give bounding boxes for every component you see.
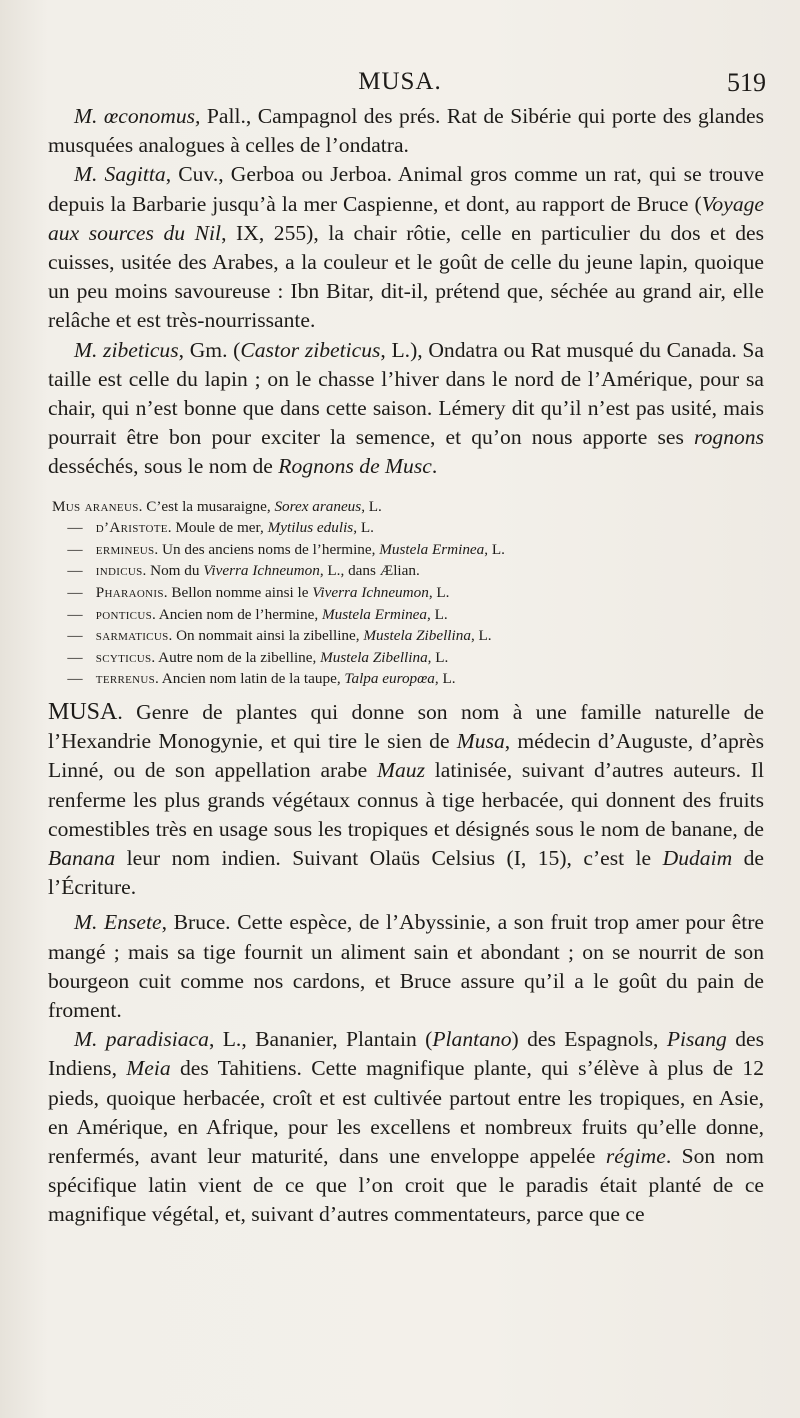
synonym-line: — sarmaticus. On nommait ainsi la zibelline, Mustela Zibellina, L. — [67, 627, 492, 645]
entry-paradisiaca: M. paradisiaca, L., Bananier, Plantain (Plantano) des Espagnols, Pisang des Indiens, Meia des Tahitiens. Cette magnifique plante, qui s’élève à plus de 12 pieds, quoique herbacée, croît et est cultivée partout entre les tropiques, en Asie, en Amérique, en Afrique, pour les excellens et nombreux fruits qu’elle donne, renfermés, avant leur maturité, dans une enveloppe appelée régime. Son nom spécifique latin vient de ce que l’on croit que le paradis était planté de ce magnifique végétal, et, suivant d’autres commentateurs, parce que ce — [48, 1027, 764, 1227]
synonym-line: — Pharaonis. Bellon nomme ainsi le Viverra Ichneumon, L. — [67, 584, 450, 602]
species-name: M. Sagitta — [74, 162, 166, 187]
synonym: Castor zibeticus — [240, 337, 381, 362]
synonym-line: — d’Aristote. Moule de mer, Mytilus edulis, L. — [67, 519, 374, 537]
entry-zibeticus — [48, 336, 764, 482]
page-body — [48, 102, 764, 1230]
synonym-line: — ermineus. Un des anciens noms de l’hermine, Mustela Erminea, L. — [67, 540, 505, 558]
page-number: 519 — [727, 68, 766, 97]
entry-text: , Gm. ( — [178, 337, 241, 362]
italic-term: rognons — [694, 425, 764, 450]
species-name: M. zibeticus — [74, 337, 179, 362]
entry-sagitta — [48, 160, 764, 335]
synonym-word: d’Aristote — [95, 519, 168, 537]
genus-heading: MUSA — [48, 698, 118, 725]
synonym-word: ponticus — [95, 605, 152, 623]
synonym-word: terrenus — [95, 670, 156, 688]
synonym-line: — terrenus. Ancien nom latin de la taupe, Talpa europœa, L. — [67, 670, 456, 688]
synonym-word: indicus — [95, 562, 143, 580]
entry-ensete — [48, 908, 764, 1025]
entry-text: . — [431, 454, 438, 479]
entry-text: Pall., Campagnol des prés. Rat de Sibérie qui porte des glandes musquées analogues à celles de l’ondatra. — [48, 104, 764, 158]
species-name: M. œconomus, — [74, 104, 201, 128]
species-name: M. paradisiaca — [74, 1027, 209, 1052]
entry-text: , Cuv., Gerboa ou Jerboa. Animal gros comme un rat, qui se trouve depuis la Barbarie jusqu’à la mer Caspienne, et dont, au rapport de Bruce ( — [48, 162, 764, 216]
synonym-line: Mus araneus. C’est la musaraigne, Sorex araneus, L. — [52, 497, 382, 515]
page-header — [0, 68, 800, 102]
synonym-line: — scyticus. Autre nom de la zibelline, Mustela Zibellina, L. — [67, 648, 449, 666]
entry-musa-genus: MUSA. Genre de plantes qui donne son nom à une famille naturelle de l’Hexandrie Monogynie, et qui tire le sien de Musa, médecin d’Auguste, d’après Linné, ou de son appellation arabe Mauz latinisée, suivant d’autres auteurs. Il renferme les plus grands végétaux connus à tige herbacée, qui donnent des fruits comestibles très en usage sous les tropiques et désignés sous le nom de banane, de Banana leur nom indien. Suivant Olaüs Celsius (I, 15), c’est le Dudaim de l’Écriture. — [48, 698, 765, 900]
entry-text: , IX, 255), la chair rôtie, celle en particulier du dos et des cuisses, usitée des Arabes, a la couleur et le goût de celle du jeune lapin, quoique un peu moins savoureuse : Ibn Bitar, dit-il, prétend que, séchée au grand air, elle relâche et est très-nourrissante. — [48, 220, 764, 333]
species-name: M. Ensete — [74, 910, 162, 935]
synonym-word: Pharaonis — [95, 584, 164, 602]
synonym-word: sarmaticus — [95, 627, 169, 645]
italic-term: Rognons de Musc — [278, 454, 432, 479]
running-title: MUSA. — [358, 68, 442, 95]
entry-text: , L.), Ondatra ou Rat musqué du Canada. Sa taille est celle du lapin ; on le chasse l’hiver dans le nord de l’Amérique, pour sa chair, qui n’est bonne que dans cette saison. Lémery dit qu’il n’est pas usité, mais pourrait être bon pour exciter la semence, et qu’on nous apporte ses — [48, 337, 764, 450]
entry-text: , Bruce. Cette espèce, de l’Abyssinie, a son fruit trop amer pour être mangé ; mais sa tige fournit un aliment sain et abondant ; on se nourrit de son bourgeon cuit comme nos cardons, et Bruce assure qu’il a le goût du pain de froment. — [48, 910, 764, 1023]
synonym-line: — indicus. Nom du Viverra Ichneumon, L., dans Ælian. — [67, 562, 420, 580]
synonym-word: scyticus — [95, 648, 152, 666]
synonym-line: — ponticus. Ancien nom de l’hermine, Mustela Erminea, L. — [67, 605, 448, 623]
synonym-word: ermineus — [95, 540, 155, 558]
entry-oeconomus — [48, 102, 764, 160]
synonym-word: araneus — [84, 497, 139, 515]
synonym-list — [48, 496, 764, 690]
entry-text: desséchés, sous le nom de — [48, 454, 279, 479]
book-title: Voyage aux sources du Nil — [48, 191, 764, 245]
